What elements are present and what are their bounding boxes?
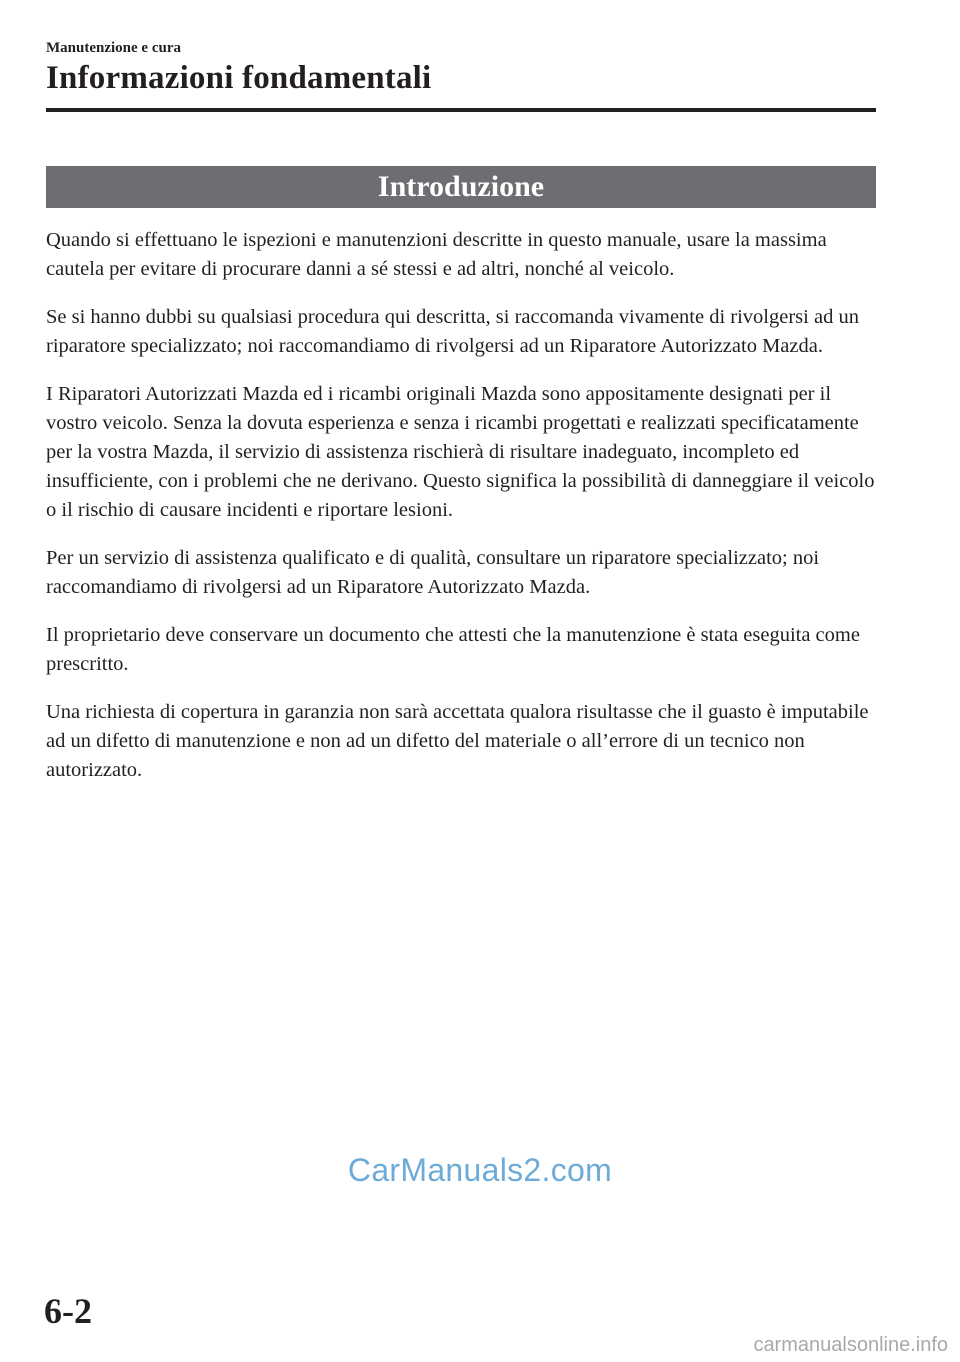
watermark-logo: CarManuals2.com	[347, 1152, 613, 1188]
page-number: 6-2	[44, 1291, 92, 1331]
paragraph: Per un servizio di assistenza qualificato e di qualità, consultare un riparatore specializzato; noi raccomandiamo di rivolgersi ad un Riparatore Autorizzato Mazda.	[46, 547, 820, 598]
paragraph: Una richiesta di copertura in garanzia non sarà accettata qualora risultasse che il guasto è imputabile ad un difetto di manutenzione e non ad un difetto del materiale o all’errore di un tecnico non autorizzato.	[46, 701, 869, 781]
chapter-label: Manutenzione e cura	[46, 40, 181, 56]
paragraph: Il proprietario deve conservare un documento che attesti che la manutenzione è stata eseguita come prescritto.	[46, 624, 860, 675]
section-heading: Introduzione	[377, 170, 545, 203]
title-divider	[46, 108, 876, 112]
section-heading-band	[46, 166, 876, 208]
body-text	[46, 226, 880, 804]
paragraph: Quando si effettuano le ispezioni e manutenzioni descritte in questo manuale, usare la massima cautela per evitare di procurare danni a sé stessi e ad altri, nonché al veicolo.	[46, 229, 827, 280]
page-title: Informazioni fondamentali	[46, 60, 432, 96]
paragraph: Se si hanno dubbi su qualsiasi procedura qui descritta, si raccomanda vivamente di rivolgersi ad un riparatore specializzato; noi raccomandiamo di rivolgersi ad un Riparatore Autorizzato Mazda.	[46, 306, 859, 357]
paragraph: I Riparatori Autorizzati Mazda ed i ricambi originali Mazda sono appositamente designati per il vostro veicolo. Senza la dovuta esperienza e senza i ricambi progettati e realizzati specificatamente per la vostra Mazda, il servizio di assistenza rischierà di risultare inadeguato, incompleto ed insufficiente, con i problemi che ne derivano. Questo significa la possibilità di danneggiare il veicolo o il rischio di causare incidenti e riportare lesioni.	[46, 383, 875, 521]
footer-site-link[interactable]: carmanualsonline.info	[753, 1334, 948, 1356]
